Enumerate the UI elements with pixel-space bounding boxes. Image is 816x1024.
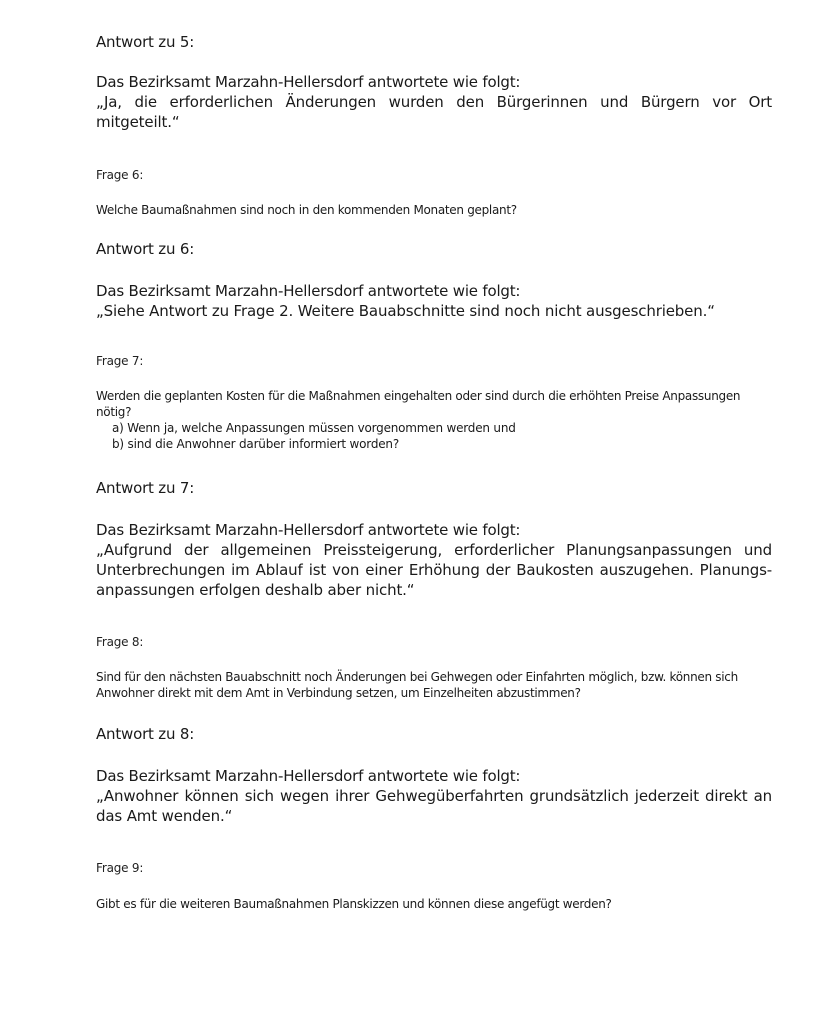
answer-8-heading: Antwort zu 8: — [96, 725, 195, 743]
answer-7-heading: Antwort zu 7: — [96, 479, 195, 497]
question-7-subitem-b: b) sind die Anwohner darüber informiert worden? — [112, 436, 399, 451]
answer-6-intro: Das Bezirksamt Marzahn-Hellersdorf antwortete wie folgt: — [96, 282, 521, 300]
question-7-subitem-a: a) Wenn ja, welche Anpassungen müssen vorgenommen werden und — [112, 421, 516, 435]
question-8-label: Frage 8: — [96, 635, 144, 649]
question-7-subitems — [96, 421, 788, 452]
question-8-text: Sind für den nächsten Bauabschnitt noch Änderungen bei Gehwegen oder Einfahrten möglich, bzw. können sich Anwohner direkt mit dem Amt in Verbindung setzen, um Einzelheiten abzustimmen? — [96, 670, 738, 700]
answer-5-quote: „Ja, die erforderlichen Änderungen wurden den Bürgerinnen und Bürgern vor Ort mitgeteilt.“ — [96, 93, 772, 131]
question-6-text: Welche Baumaßnahmen sind noch in den kommenden Monaten geplant? — [96, 203, 517, 217]
answer-7-quote: „Aufgrund der allgemeinen Preissteigerung, erforderlicher Planungsanpassungen und Unterbrechungen im Ablauf ist von einer Erhöhung der Baukosten auszugehen. Planungs-anpassungen erfolgen deshalb aber nicht.“ — [96, 541, 772, 599]
question-9-text: Gibt es für die weiteren Baumaßnahmen Planskizzen und können diese angefügt werden? — [96, 897, 612, 911]
answer-7-intro: Das Bezirksamt Marzahn-Hellersdorf antwortete wie folgt: — [96, 521, 521, 539]
answer-5-intro: Das Bezirksamt Marzahn-Hellersdorf antwortete wie folgt: — [96, 73, 521, 91]
answer-5-heading: Antwort zu 5: — [96, 33, 195, 51]
answer-6-quote: „Siehe Antwort zu Frage 2. Weitere Bauabschnitte sind noch nicht ausgeschrieben.“ — [96, 302, 715, 320]
answer-8-intro: Das Bezirksamt Marzahn-Hellersdorf antwortete wie folgt: — [96, 767, 521, 785]
question-7-label: Frage 7: — [96, 354, 144, 368]
answer-8-quote: „Anwohner können sich wegen ihrer Gehwegüberfahrten grundsätzlich jederzeit direkt an das Amt wenden.“ — [96, 787, 772, 825]
question-9-label: Frage 9: — [96, 861, 144, 875]
answer-6-heading: Antwort zu 6: — [96, 240, 195, 258]
question-6-label: Frage 6: — [96, 168, 144, 182]
question-7-text: Werden die geplanten Kosten für die Maßnahmen eingehalten oder sind durch die erhöhten Preise Anpassungen nötig? — [96, 389, 741, 419]
